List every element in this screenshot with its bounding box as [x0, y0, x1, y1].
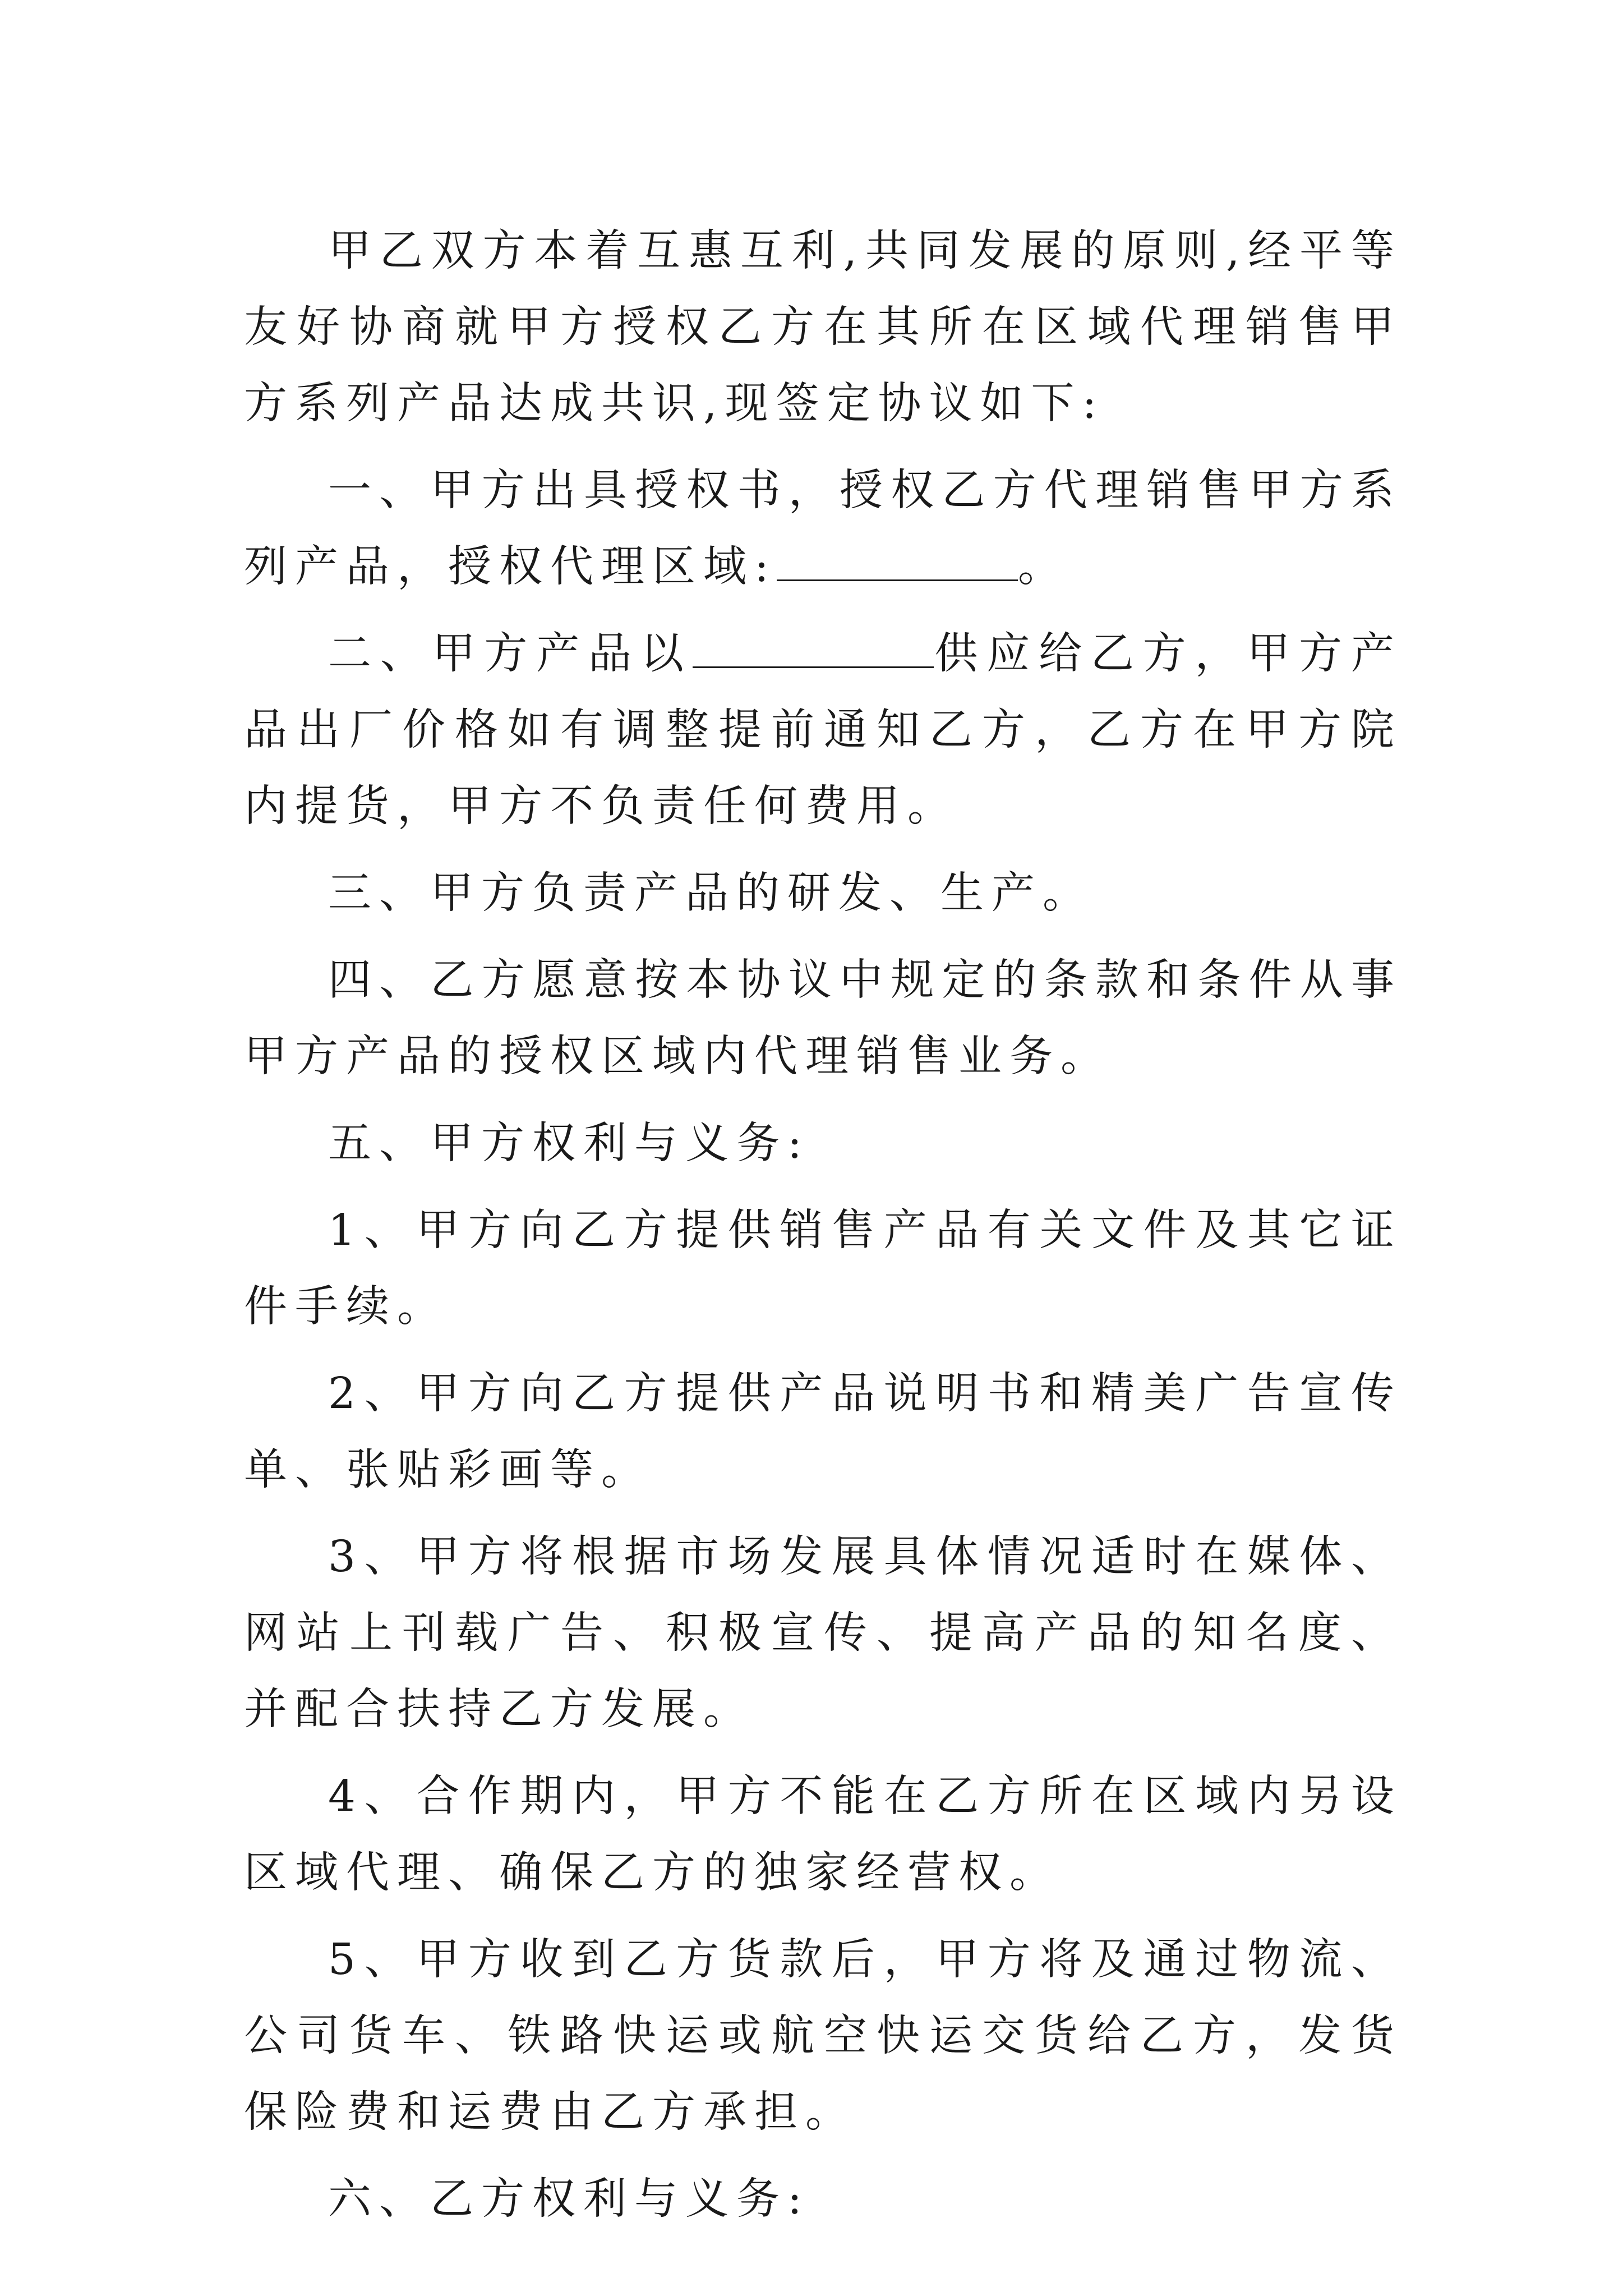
- clause-5-item-5: 5、甲方收到乙方货款后，甲方将及通过物流、公司货车、铁路快运或航空快运交货给乙方，发货保险费和运费由乙方承担。: [244, 1935, 1402, 2137]
- clause-4-paragraph: 四、乙方愿意按本协议中规定的条款和条件从事甲方产品的授权区域内代理销售业务。: [244, 955, 1402, 1082]
- clause-6-heading: 六、乙方权利与义务:: [328, 2174, 810, 2224]
- clause-1-end: 。: [1017, 542, 1069, 592]
- clause-2-text: 二、甲方产品以: [328, 629, 693, 679]
- region-blank-field: [777, 535, 1018, 581]
- intro-paragraph: 甲乙双方本着互惠互利,共同发展的原则,经平等友好协商就甲方授权乙方在其所在区域代理销售甲方系列产品达成共识,现签定协议如下:: [244, 226, 1402, 429]
- document-body: [244, 213, 1402, 2248]
- clause-5-item-1: 1、甲方向乙方提供销售产品有关文件及其它证件手续。: [244, 1205, 1402, 1332]
- price-blank-field: [693, 622, 934, 668]
- clause-1-text: 一、甲方出具授权书，授权乙方代理销售甲方系列产品，授权代理区域:: [244, 466, 1402, 592]
- clause-5-item-4: 4、合作期内，甲方不能在乙方所在区域内另设区域代理、确保乙方的独家经营权。: [244, 1772, 1402, 1898]
- clause-5-item-3: 3、甲方将根据市场发展具体情况适时在媒体、网站上刊载广告、积极宣传、提高产品的知名度、并配合扶持乙方发展。: [244, 1532, 1402, 1734]
- clause-2-rest: 供应给乙方，甲方产品出厂价格如有调整提前通知乙方，乙方在甲方院内提货，甲方不负责任何费用。: [244, 629, 1402, 831]
- clause-3-paragraph: 三、甲方负责产品的研发、生产。: [328, 868, 1094, 918]
- clause-1-paragraph: [244, 453, 1402, 605]
- clause-5-item-2: 2、甲方向乙方提供产品说明书和精美广告宣传单、张贴彩画等。: [244, 1369, 1402, 1495]
- clause-5-heading: 五、甲方权利与义务:: [328, 1119, 810, 1168]
- clause-2-paragraph: [244, 616, 1402, 845]
